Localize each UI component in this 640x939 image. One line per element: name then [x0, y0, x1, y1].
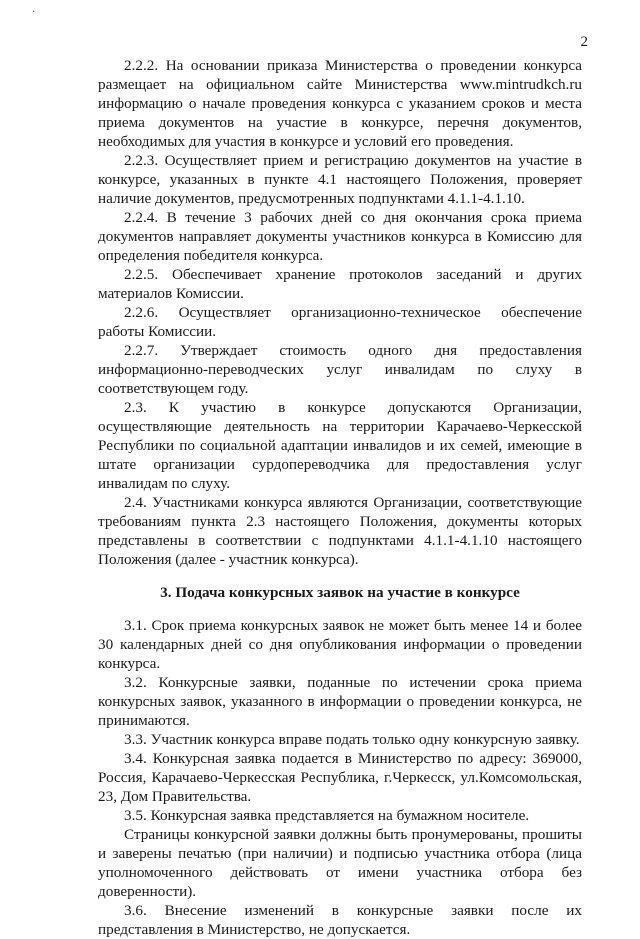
paragraph-3-6: 3.6. Внесение изменений в конкурсные заявки после их представления в Министерство, не допускается.	[98, 902, 582, 938]
paragraph-3-4: 3.4. Конкурсная заявка подается в Министерство по адресу: 369000, Россия, Карачаево-Черкесская Республика, г.Черкесск, ул.Комсомольская, 23, Дом Правительства.	[98, 750, 582, 805]
paragraph-3-1: 3.1. Срок приема конкурсных заявок не может быть менее 14 и более 30 календарных дней со дня опубликования информации о проведении конкурса.	[98, 617, 582, 672]
page-number: 2	[580, 34, 588, 50]
scan-mark: ·	[32, 7, 36, 18]
paragraph-2-2-7: 2.2.7. Утверждает стоимость одного дня предоставления информационно-переводческих услуг инвалидам по слуху в соответствующем году.	[98, 342, 582, 397]
paragraph-2-2-6: 2.2.6. Осуществляет организационно-техническое обеспечение работы Комиссии.	[98, 304, 582, 340]
paragraph-2-2-3: 2.2.3. Осуществляет прием и регистрацию документов на участие в конкурсе, указанных в пункте 4.1 настоящего Положения, проверяет наличие документов, предусмотренных подпунктами 4.1.1-4.1.10.	[98, 152, 582, 207]
document-body	[98, 56, 582, 939]
paragraph-3-5-pages: Страницы конкурсной заявки должны быть пронумерованы, прошиты и заверены печатью (при наличии) и подписью участника отбора (лица уполномоченного действовать от имени участника отбора без доверенности).	[98, 826, 582, 900]
section-heading-3: 3. Подача конкурсных заявок на участие в конкурсе	[160, 584, 520, 601]
paragraph-3-3: 3.3. Участник конкурса вправе подать только одну конкурсную заявку.	[124, 731, 580, 748]
paragraph-2-3: 2.3. К участию в конкурсе допускаются Организации, осуществляющие деятельность на территории Карачаево-Черкесской Республики по социальной адаптации инвалидов и их семей, имеющие в штате организации сурдопереводчика для предоставления услуг инвалидам по слуху.	[98, 399, 582, 492]
paragraph-2-4: 2.4. Участниками конкурса являются Организации, соответствующие требованиям пункта 2.3 настоящего Положения, документы которых представлены в соответствии с подпунктами 4.1.1-4.1.10 настоящего Положения (далее - участник конкурса).	[98, 494, 582, 568]
paragraph-3-2: 3.2. Конкурсные заявки, поданные по истечении срока приема конкурсных заявок, указанного в информации о проведении конкурса, не принимаются.	[98, 674, 582, 729]
paragraph-2-2-4: 2.2.4. В течение 3 рабочих дней со дня окончания срока приема документов направляет документы участников конкурса в Комиссию для определения победителя конкурса.	[98, 209, 582, 264]
paragraph-2-2-2: 2.2.2. На основании приказа Министерства о проведении конкурса размещает на официальном сайте Министерства www.mintrudkch.ru информацию о начале проведения конкурса с указанием сроков и места приема документов на участие в конкурсе, перечня документов, необходимых для участия в конкурсе и условий его проведения.	[98, 57, 582, 150]
paragraph-3-5: 3.5. Конкурсная заявка представляется на бумажном носителе.	[124, 807, 530, 824]
paragraph-2-2-5: 2.2.5. Обеспечивает хранение протоколов заседаний и других материалов Комиссии.	[98, 266, 582, 302]
